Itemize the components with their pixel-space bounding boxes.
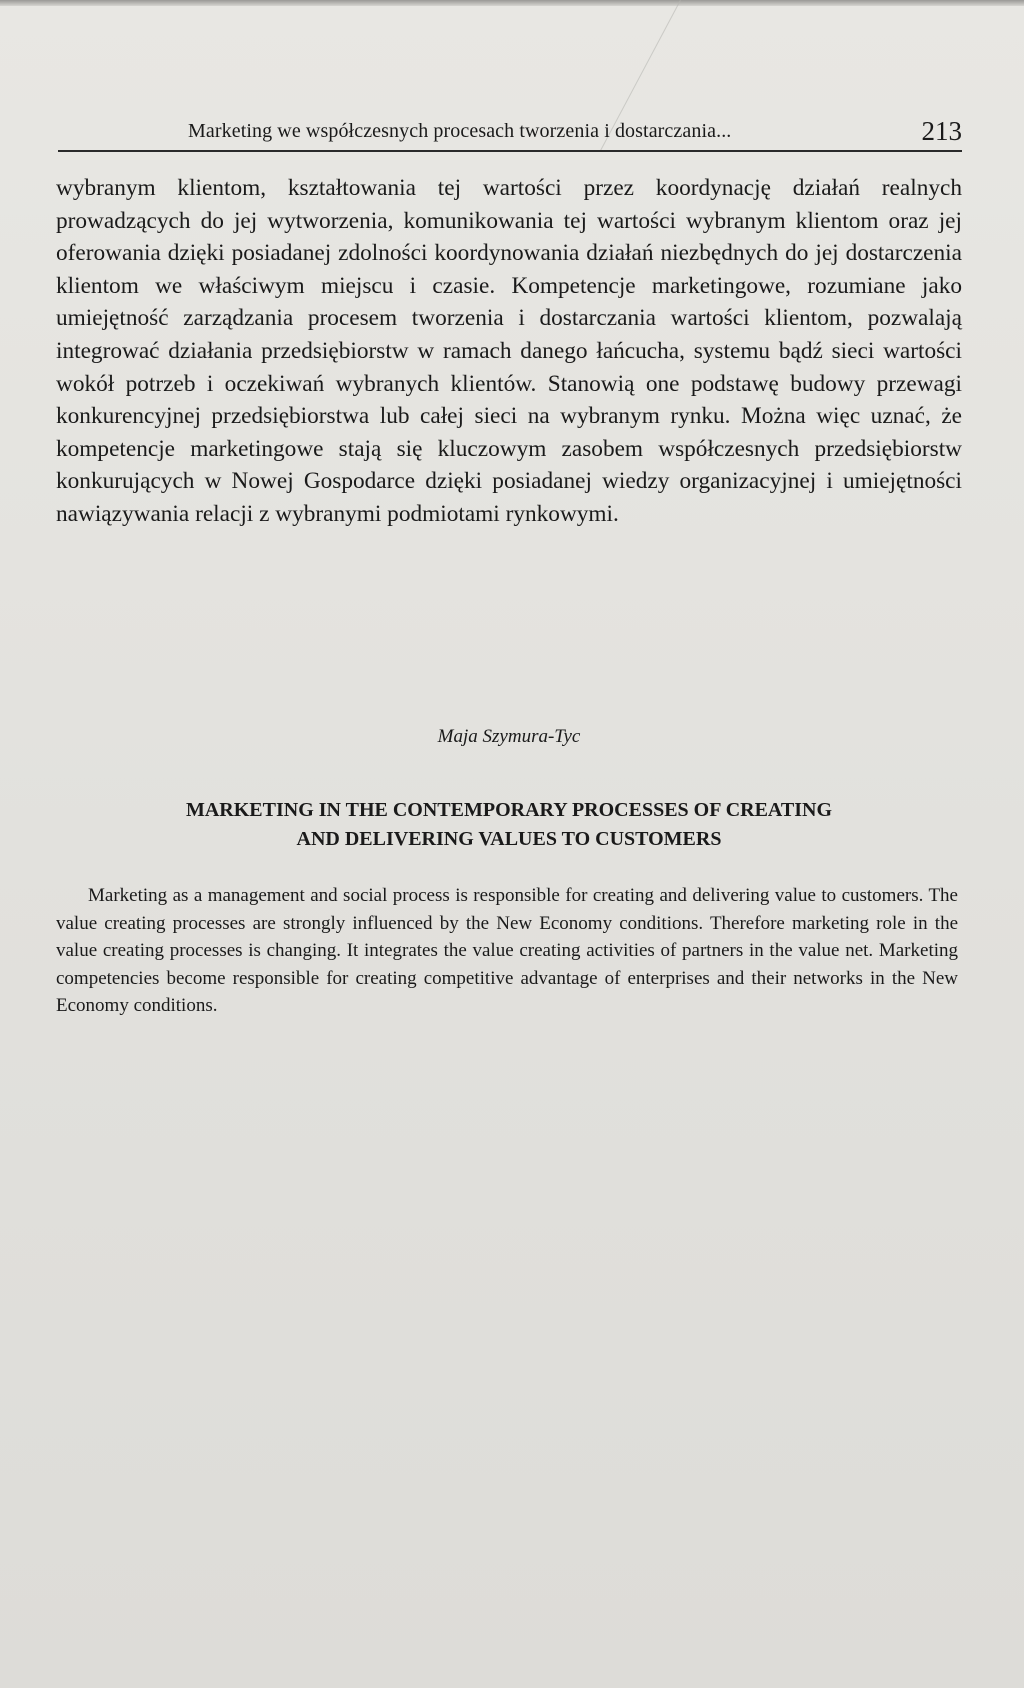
page-number: 213 bbox=[921, 116, 962, 146]
body-paragraph: wybranym klientom, kształtowania tej wartości przez koordynację działań realnych prowadzących do jej wytworzenia, komunikowania tej wartości wybranym klientom oraz jej oferowania dzięki posiadanej zdolności koordynowania działań niezbędnych do jej dostarczenia klientom we właściwym miejscu i czasie. Kompetencje marketingowe, rozumiane jako umiejętność zarządzania procesem tworzenia i dostarczania wartości klientom, pozwalają integrować działania przedsiębiorstw w ramach danego łańcucha, systemu bądź sieci wartości wokół potrzeb i oczekiwań wybranych klientów. Stanowią one podstawę budowy przewagi konkurencyjnej przedsiębiorstwa lub całej sieci na wybranym rynku. Można więc uznać, że kompetencje marketingowe stają się kluczowym zasobem współczesnych przedsiębiorstw konkurujących w Nowej Gospodarce dzięki posiadanej wiedzy organizacyjnej i umiejętności nawiązywania relacji z wybranymi podmiotami rynkowymi. bbox=[56, 175, 962, 527]
summary-title-line-1: MARKETING IN THE CONTEMPORARY PROCESSES OF CREATING bbox=[185, 799, 833, 821]
summary-text: Marketing as a management and social process is responsible for creating and delivering value to customers. The value creating processes are strongly influenced by the New Economy conditions. Therefore marketing role in the value creating processes is changing. It integrates the value creating activities of partners in the value net. Marketing competencies become responsible for creating competitive advantage of enterprises and their networks in the New Economy conditions. bbox=[56, 885, 958, 1016]
page-top-edge bbox=[0, 0, 1024, 6]
header-rule bbox=[58, 150, 962, 152]
summary-title bbox=[100, 796, 918, 854]
summary-author: Maja Szymura-Tyc bbox=[437, 726, 581, 747]
running-header bbox=[58, 116, 962, 150]
summary-title-line-2: AND DELIVERING VALUES TO CUSTOMERS bbox=[296, 828, 722, 850]
running-title: Marketing we współczesnych procesach tworzenia i dostarczania... bbox=[188, 120, 732, 142]
